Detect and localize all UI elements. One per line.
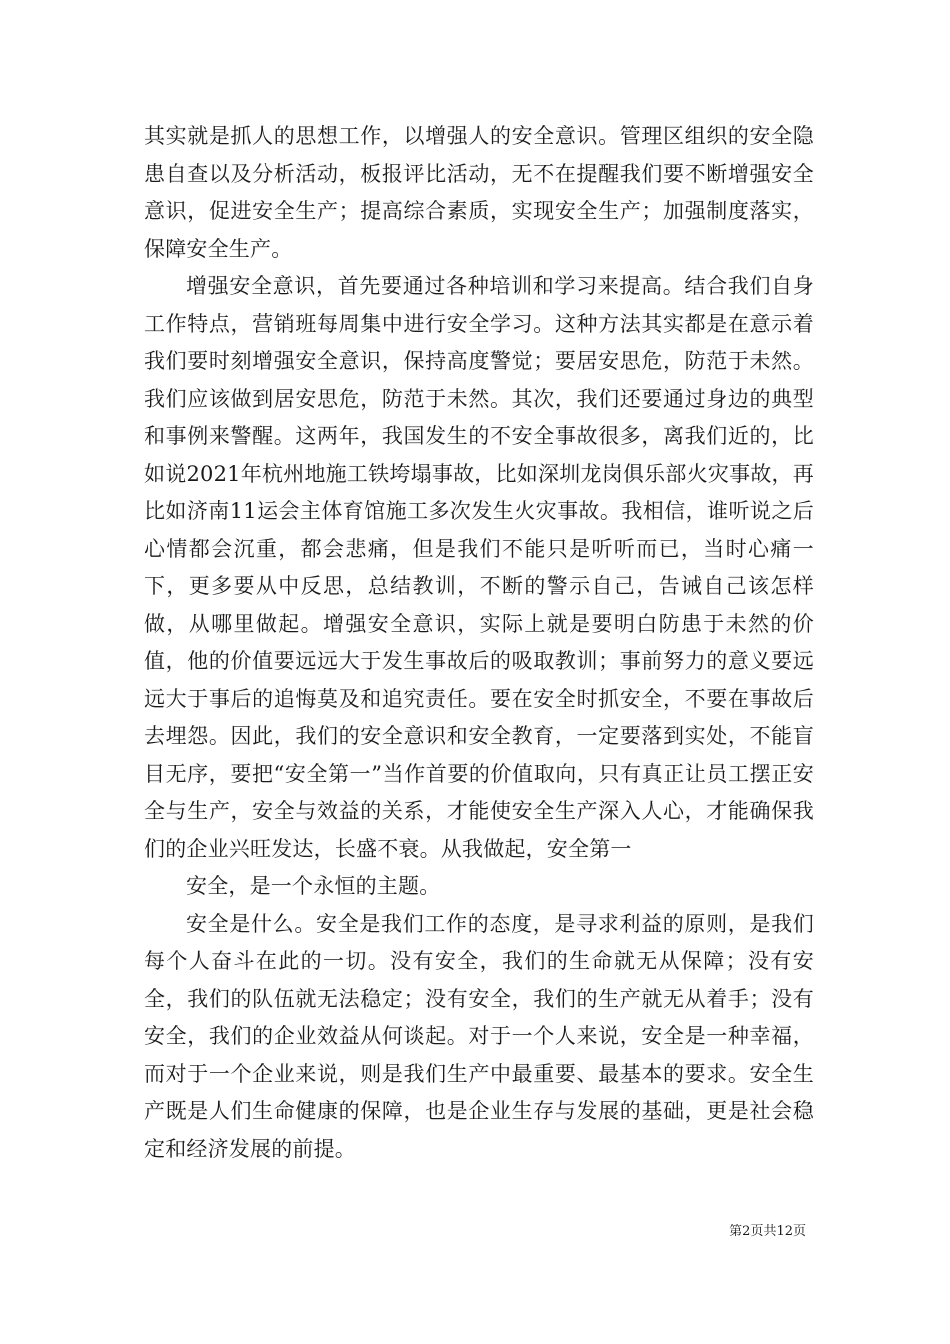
paragraph-2: 增强安全意识，首先要通过各种培训和学习来提高。结合我们自身工作特点，营销班每周集中进行安全学习。这种方法其实都是在意示着我们要时刻增强安全意识，保持高度警觉；要居安思危，防范于未然。我们应该做到居安思危，防范于未然。其次，我们还要通过身边的典型和事例来警醒。这两年，我国发生的不安全事故很多，离我们近的，比如说2021年杭州地施工铁垮塌事故，比如深圳龙岗俱乐部火灾事故，再比如济南11运会主体育馆施工多次发生火灾事故。我相信，谁听说之后心情都会沉重，都会悲痛，但是我们不能只是听听而已，当时心痛一下，更多要从中反思，总结教训，不断的警示自己，告诫自己该怎样做，从哪里做起。增强安全意识，实际上就是要明白防患于未然的价值，他的价值要远远大于发生事故后的吸取教训；事前努力的意义要远远大于事后的追悔莫及和追究责任。要在安全时抓安全，不要在事故后去埋怨。因此，我们的安全意识和安全教育，一定要落到实处，不能盲目无序，要把“安全第一”当作首要的价值取向，只有真正让员工摆正安全与生产，安全与效益的关系，才能使安全生产深入人心，才能确保我们的企业兴旺发达，长盛不衰。从我做起，安全第一 (144, 274, 814, 861)
paragraph-1: 其实就是抓人的思想工作，以增强人的安全意识。管理区组织的安全隐患自查以及分析活动，板报评比活动，无不在提醒我们要不断增强安全意识，促进安全生产；提高综合素质，实现安全生产；加强制度落实，保障安全生产。 (144, 124, 814, 261)
paragraph-3: 安全，是一个永恒的主题。 (186, 874, 441, 898)
document-body (144, 118, 814, 1168)
paragraph-4: 安全是什么。安全是我们工作的态度，是寻求利益的原则，是我们每个人奋斗在此的一切。没有安全，我们的生命就无从保障；没有安全，我们的队伍就无法稳定；没有安全，我们的生产就无从着手；没有安全，我们的企业效益从何谈起。对于一个人来说，安全是一种幸福，而对于一个企业来说，则是我们生产中最重要、最基本的要求。安全生产既是人们生命健康的保障，也是企业生存与发展的基础，更是社会稳定和经济发展的前提。 (144, 911, 814, 1161)
page-number: 第2页共12页 (729, 1224, 806, 1239)
